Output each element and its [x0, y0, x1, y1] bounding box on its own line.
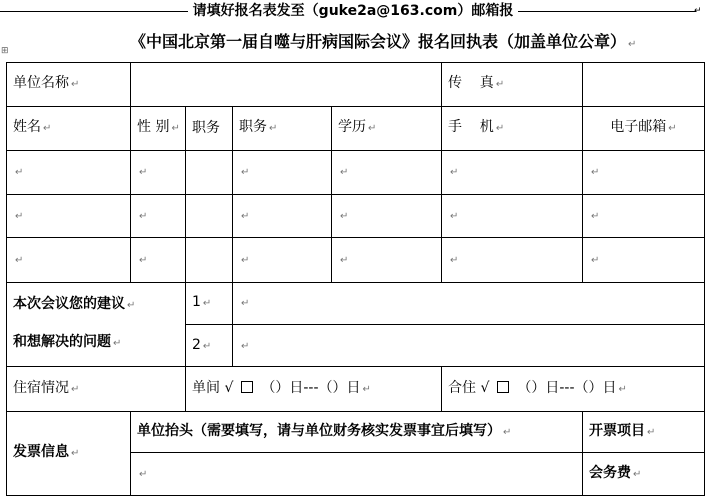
unit-name-field[interactable] [131, 63, 442, 107]
lodging-row [7, 367, 705, 412]
attendee-education-field[interactable]: ↵ [332, 151, 442, 195]
single-room-label: 单间 [192, 380, 220, 397]
form-title [130, 31, 636, 56]
attendee-gender-field[interactable]: ↵ [131, 151, 186, 195]
email-column-header: 电子邮箱 ↵ [583, 106, 705, 151]
attendee-email-field[interactable]: ↵ [583, 194, 705, 238]
invoice-item-label: 开票项目 ↵ [583, 411, 705, 452]
attendee-phone-field[interactable]: ↵ [442, 238, 583, 283]
phone-column-header: 手 机 ↵ [442, 106, 583, 151]
attendee-row [7, 194, 705, 238]
gender-column-header: 性 别 ↵ [131, 106, 186, 151]
shared-room-label: 合住 [448, 380, 476, 397]
left-rule [0, 11, 188, 12]
attendee-education-field[interactable]: ↵ [332, 194, 442, 238]
attendee-gender-field[interactable]: ↵ [131, 238, 186, 283]
check-mark-icon: √ [480, 380, 490, 397]
suggestion-label: 本次会议您的建议 ↵ 和想解决的问题 ↵ [7, 282, 186, 367]
unit-name-label: 单位名称 ↵ [7, 63, 131, 107]
attendee-gender-field[interactable]: ↵ [131, 194, 186, 238]
invoice-header-field[interactable]: ↵ [131, 453, 583, 496]
attendee-phone-field[interactable]: ↵ [442, 194, 583, 238]
attendee-position-short-field[interactable] [186, 151, 233, 195]
shared-room-option[interactable]: 合住 √ （）日---（）日 ↵ [442, 367, 705, 412]
column-header-row [7, 106, 705, 151]
attendee-position-short-field[interactable] [186, 194, 233, 238]
top-notice-bar [0, 0, 708, 22]
name-column-header: 姓名 ↵ [7, 106, 131, 151]
form-title-text: 《中国北京第一届自噬与肝病国际会议》报名回执表（加盖单位公章） [130, 32, 627, 51]
lodging-label: 住宿情况 ↵ [7, 367, 186, 412]
invoice-item-value: 会务费 ↵ [583, 453, 705, 496]
invoice-label: 发票信息 ↵ [7, 411, 131, 495]
attendee-row [7, 238, 705, 283]
suggestion-number: 1 ↵ [186, 282, 233, 324]
single-room-checkbox[interactable] [241, 381, 253, 393]
attendee-email-field[interactable]: ↵ [583, 151, 705, 195]
attendee-education-field[interactable]: ↵ [332, 238, 442, 283]
attendee-position-field[interactable]: ↵ [233, 238, 332, 283]
single-room-option[interactable]: 单间 √ （）日---（）日 ↵ [186, 367, 442, 412]
attendee-name-field[interactable]: ↵ [7, 151, 131, 195]
attendee-email-field[interactable]: ↵ [583, 238, 705, 283]
attendee-name-field[interactable]: ↵ [7, 194, 131, 238]
fax-field[interactable] [583, 63, 705, 107]
invoice-header-label: 单位抬头（需要填写，请与单位财务核实发票事宜后填写） ↵ [131, 411, 583, 452]
single-room-dates: （）日---（）日 [261, 380, 361, 397]
suggestion-field[interactable]: ↵ [233, 282, 705, 324]
shared-room-dates: （）日---（）日 [517, 380, 617, 397]
position-column-header: 职务 ↵ [233, 106, 332, 151]
attendee-position-short-field[interactable] [186, 238, 233, 283]
suggestion-field[interactable]: ↵ [233, 324, 705, 366]
fax-label: 传 真 ↵ [442, 63, 583, 107]
suggestion-row [7, 282, 705, 324]
table-anchor-icon: ⊞ [1, 46, 9, 56]
attendee-row [7, 151, 705, 195]
position-short-column-header: 职务 [186, 106, 233, 151]
attendee-position-field[interactable]: ↵ [233, 151, 332, 195]
unit-row [7, 63, 705, 107]
invoice-row [7, 411, 705, 452]
registration-form-table [6, 62, 705, 496]
paragraph-mark-icon: ↵ [694, 6, 702, 16]
shared-room-checkbox[interactable] [497, 381, 509, 393]
right-rule [518, 11, 696, 12]
education-column-header: 学历 ↵ [332, 106, 442, 151]
suggestion-number: 2 ↵ [186, 324, 233, 366]
check-mark-icon: √ [224, 380, 234, 397]
attendee-position-field[interactable]: ↵ [233, 194, 332, 238]
submission-notice: 请填好报名表发至（guke2a@163.com）邮箱报 [192, 3, 514, 19]
attendee-name-field[interactable]: ↵ [7, 238, 131, 283]
paragraph-mark-icon: ↵ [628, 39, 637, 50]
attendee-phone-field[interactable]: ↵ [442, 151, 583, 195]
